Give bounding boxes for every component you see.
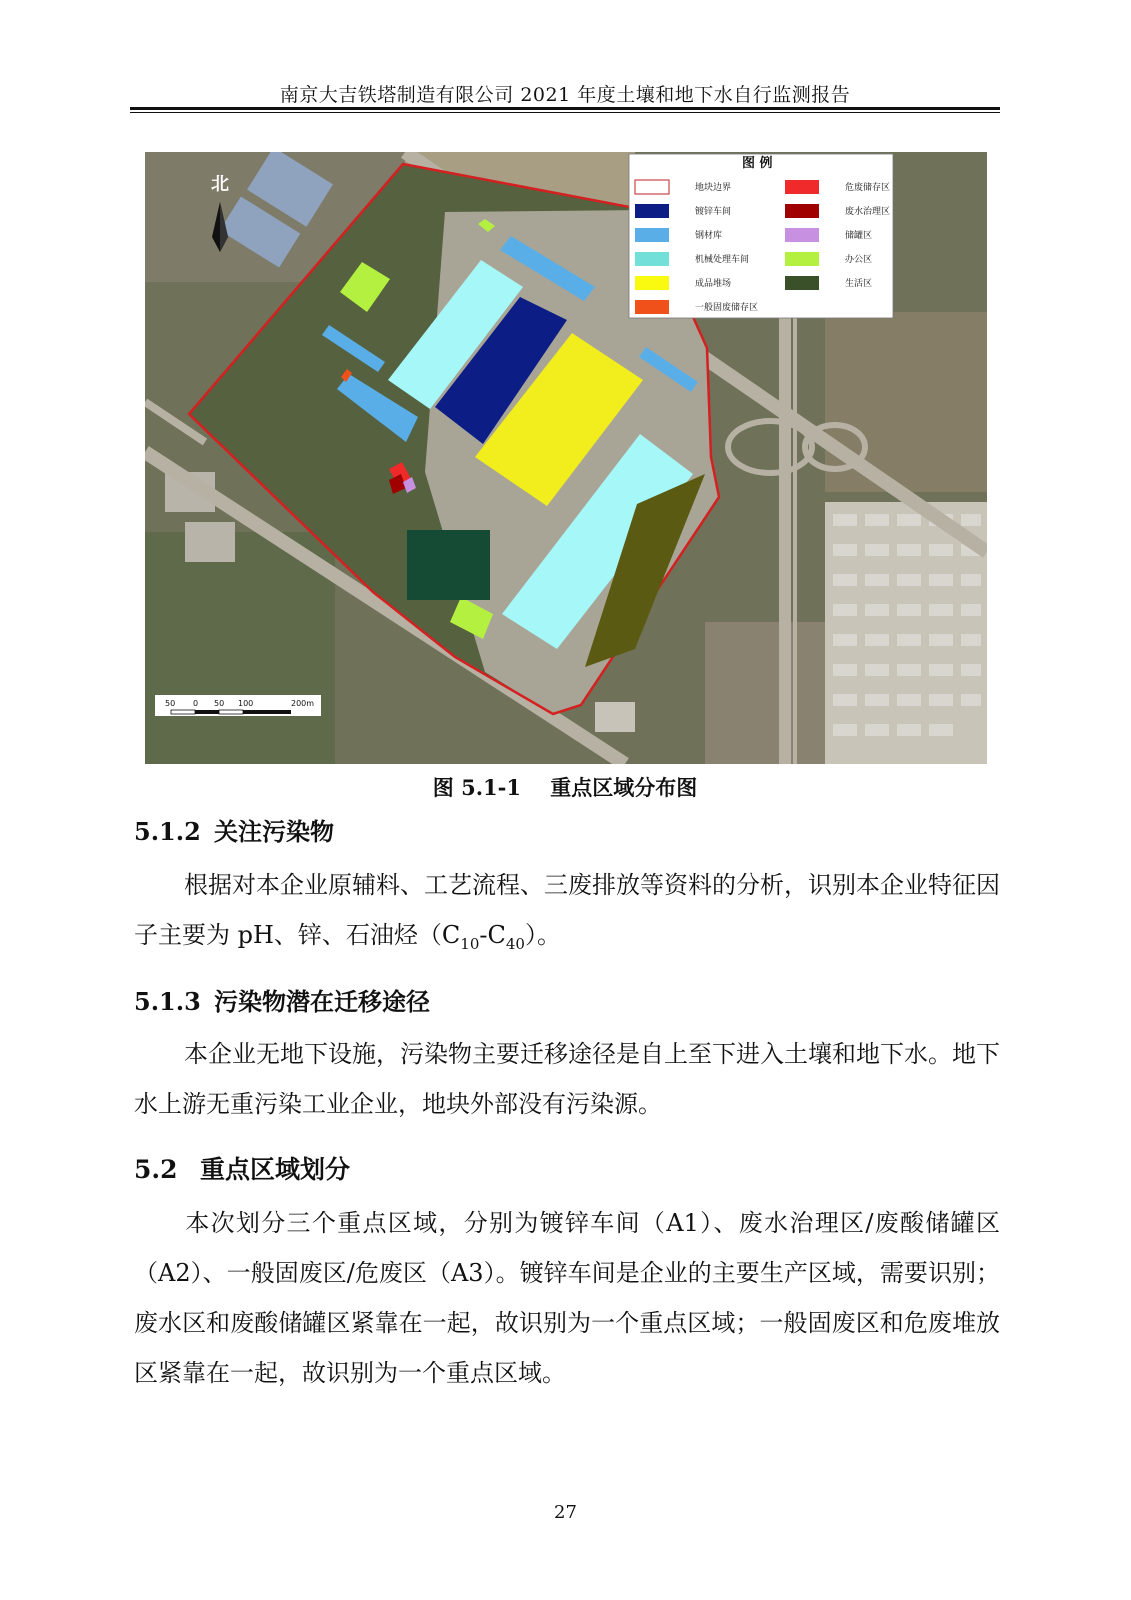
paragraph-text-end: ）。 — [524, 921, 561, 949]
legend-label: 镀锌车间 — [695, 207, 732, 217]
heading-5-2 — [134, 1150, 350, 1186]
legend-label: 成品堆场 — [695, 279, 732, 289]
legend-swatch — [785, 204, 819, 218]
paragraph-migration — [134, 1029, 1000, 1129]
legend-label: 地块边界 — [695, 183, 732, 193]
paragraph-pollutants — [134, 860, 1000, 969]
heading-number: 5.1.2 — [134, 817, 201, 846]
legend-label: 办公区 — [845, 255, 873, 265]
legend-label: 废水治理区 — [845, 207, 891, 217]
scale-bar — [155, 695, 321, 716]
heading-title: 重点区域划分 — [200, 1155, 351, 1184]
legend-label: 危废储存区 — [845, 183, 891, 193]
legend-label: 生活区 — [845, 279, 873, 289]
page-number: 27 — [554, 1502, 577, 1523]
legend-label: 储罐区 — [845, 231, 873, 241]
scale-label-4: 200m — [291, 699, 315, 708]
heading-5-1-3 — [134, 982, 430, 1017]
heading-title: 污染物潜在迁移途径 — [214, 987, 430, 1016]
legend-swatch — [785, 252, 819, 266]
terrain-patch — [145, 532, 335, 764]
scale-label-2: 50 — [214, 699, 225, 708]
legend-swatch — [635, 300, 669, 314]
caption-title: 重点区域分布图 — [550, 775, 698, 800]
pond — [407, 530, 490, 600]
subscript-40: 40 — [505, 934, 525, 953]
legend-label: 一般固废储存区 — [695, 303, 759, 313]
legend-label: 钢材库 — [695, 231, 723, 241]
figure-caption — [130, 772, 1000, 802]
heading-number: 5.2 — [134, 1155, 178, 1184]
paragraph-key-areas — [134, 1198, 1000, 1398]
north-label: 北 — [211, 174, 229, 195]
legend-label: 机械处理车间 — [695, 255, 750, 265]
legend-swatch — [785, 180, 819, 194]
heading-title: 关注污染物 — [214, 817, 334, 846]
legend-swatch — [635, 252, 669, 266]
heading-5-1-2 — [134, 812, 334, 847]
scale-label-0: 50 — [165, 699, 176, 708]
header-rule-thin — [130, 112, 1000, 113]
running-header: 南京大吉铁塔制造有限公司 2021 年度土壤和地下水自行监测报告 — [279, 84, 851, 106]
terrain-patch — [705, 622, 825, 764]
header-rule — [130, 107, 1000, 110]
paragraph-text: 本次划分三个重点区域，分别为镀锌车间（A1）、废水治理区/废酸储罐区（A2）、一般固废区/危废区（A3）。镀锌车间是企业的主要生产区域，需要识别；废水区和废酸储罐区紧靠在一起，故识别为一个重点区域；一般固废区和危废堆放区紧靠在一起，故识别为一个重点区域。 — [134, 1209, 1000, 1387]
paragraph-text-mid: -C — [479, 921, 506, 949]
legend-swatch — [785, 276, 819, 290]
legend-title: 图 例 — [742, 156, 773, 171]
scale-label-1: 0 — [193, 699, 199, 708]
paragraph-text: 本企业无地下设施，污染物主要迁移途径是自上至下进入土壤和地下水。地下水上游无重污染工业企业，地块外部没有污染源。 — [134, 1040, 1000, 1118]
legend-swatch — [635, 276, 669, 290]
heading-number: 5.1.3 — [134, 987, 201, 1016]
scale-label-3: 100 — [238, 699, 254, 708]
legend-swatch — [785, 228, 819, 242]
site-map-figure — [145, 152, 987, 764]
legend-swatch — [635, 228, 669, 242]
subscript-10: 10 — [460, 934, 480, 953]
site-map-svg — [145, 152, 987, 764]
paragraph-text: 根据对本企业原辅料、工艺流程、三废排放等资料的分析，识别本企业特征因子主要为 pH、锌、石油烃（C — [134, 871, 1000, 949]
caption-number: 图 5.1-1 — [432, 775, 521, 800]
legend-swatch — [635, 180, 669, 194]
map-legend — [629, 154, 893, 318]
legend-swatch — [635, 204, 669, 218]
